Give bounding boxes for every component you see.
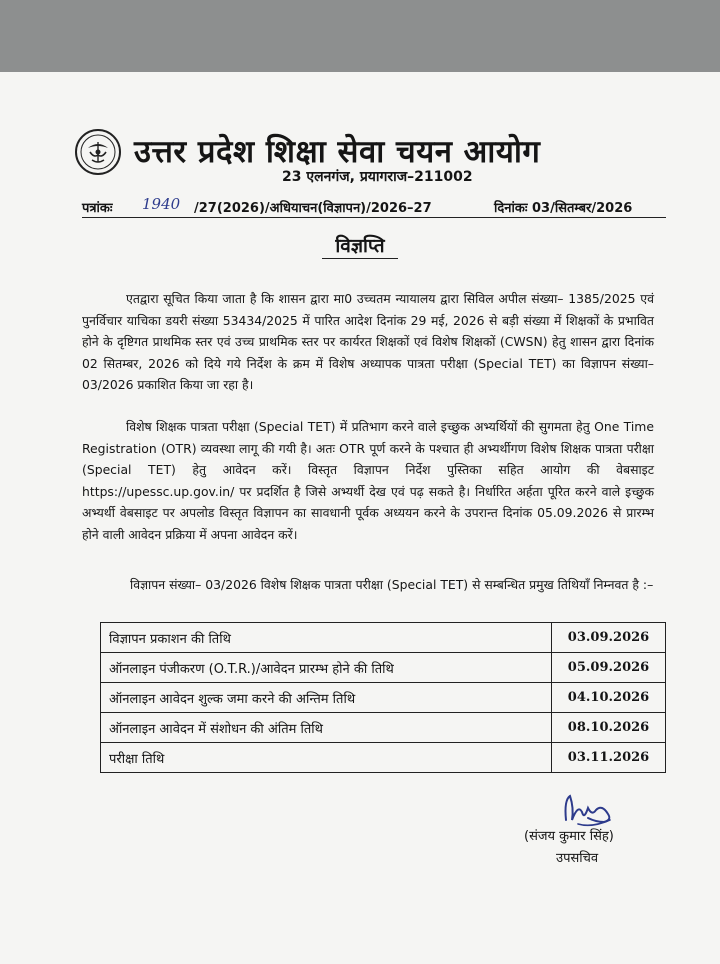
table-row	[101, 623, 666, 653]
reference-number-handwritten: 1940	[142, 195, 181, 213]
notice-title: विज्ञप्ति	[335, 235, 385, 257]
date-cell: 08.10.2026	[552, 713, 666, 743]
reference-divider	[82, 217, 666, 218]
organization-name: उत्तर प्रदेश शिक्षा सेवा चयन आयोग	[134, 134, 541, 170]
notice-title-underline	[322, 258, 398, 259]
event-cell: ऑनलाइन पंजीकरण (O.T.R.)/आवेदन प्रारम्भ होने की तिथि	[101, 653, 552, 683]
event-cell: परीक्षा तिथि	[101, 743, 552, 773]
reference-number: /27(2026)/अधियाचन(विज्ञापन)/2026–27	[194, 201, 432, 216]
reference-label: पत्रांकः	[82, 201, 113, 216]
event-cell: विज्ञापन प्रकाशन की तिथि	[101, 623, 552, 653]
signatory-name: (संजय कुमार सिंह)	[524, 829, 614, 844]
table-row	[101, 743, 666, 773]
table-row	[101, 713, 666, 743]
event-cell: ऑनलाइन आवेदन शुल्क जमा करने की अन्तिम तिथि	[101, 683, 552, 713]
date-cell: 03.11.2026	[552, 743, 666, 773]
paragraph-dates-intro: विज्ञापन संख्या– 03/2026 विशेष शिक्षक पात्रता परीक्षा (Special TET) से सम्बन्धित प्रमुख तिथियाँ निम्नवत है :–	[130, 577, 654, 592]
paragraph-intro: एतद्वारा सूचित किया जाता है कि शासन द्वारा मा0 उच्चतम न्यायालय द्वारा सिविल अपील संख्या– 1385/2025 एवं पुनर्विचार याचिका डयरी संख्या 53434/2025 में पारित आदेश दिनांक 29 मई, 2026 से बड़ी संख्या में शिक्षकों के प्रभावित होने के दृष्टिगत प्राथमिक स्तर एवं उच्च प्राथमिक स्तर पर कार्यरत शिक्षकों एवं विशेष शिक्षकों (CWSN) हेतु शासन द्वारा दिनांक 02 सितम्बर, 2026 को दिये गये निर्देश के क्रम में विशेष अध्यापक पात्रता परीक्षा (Special TET) का विज्ञापन संख्या– 03/2026 प्रकाशित किया जा रहा है।	[82, 291, 654, 392]
handwritten-signature	[558, 790, 618, 830]
date-cell: 04.10.2026	[552, 683, 666, 713]
key-dates-table	[100, 622, 666, 773]
table-row	[101, 653, 666, 683]
signatory-designation: उपसचिव	[556, 851, 599, 866]
event-cell: ऑनलाइन आवेदन में संशोधन की अंतिम तिथि	[101, 713, 552, 743]
reference-date: दिनांकः 03/सितम्बर/2026	[494, 201, 633, 216]
table-row	[101, 683, 666, 713]
up-government-emblem-icon	[74, 128, 122, 176]
paragraph-otr: विशेष शिक्षक पात्रता परीक्षा (Special TET) में प्रतिभाग करने वाले इच्छुक अभ्यर्थियों की सुगमता हेतु One Time Registration (OTR) व्यवस्था लागू की गयी है। अतः OTR पूर्ण करने के पश्चात ही अभ्यर्थीगण विशेष शिक्षक पात्रता परीक्षा (Special TET) हेतु आवेदन करें। विस्तृत विज्ञापन निर्देश पुस्तिका सहित आयोग की वेबसाइट https://upessc.up.gov.in/ पर प्रदर्शित है जिसे अभ्यर्थी देख एवं पढ़ सकते है। निर्धारित अर्हता पूरित करने वाले इच्छुक अभ्यर्थी वेबसाइट पर अपलोड विस्तृत विज्ञापन का सावधानी पूर्वक अध्ययन करने के उपरान्त दिनांक 05.09.2026 से प्रारम्भ होने वाली आवेदन प्रक्रिया में अपना आवेदन करें।	[82, 419, 654, 542]
date-cell: 05.09.2026	[552, 653, 666, 683]
date-cell: 03.09.2026	[552, 623, 666, 653]
organization-address: 23 एलनगंज, प्रयागराज–211002	[282, 169, 473, 185]
